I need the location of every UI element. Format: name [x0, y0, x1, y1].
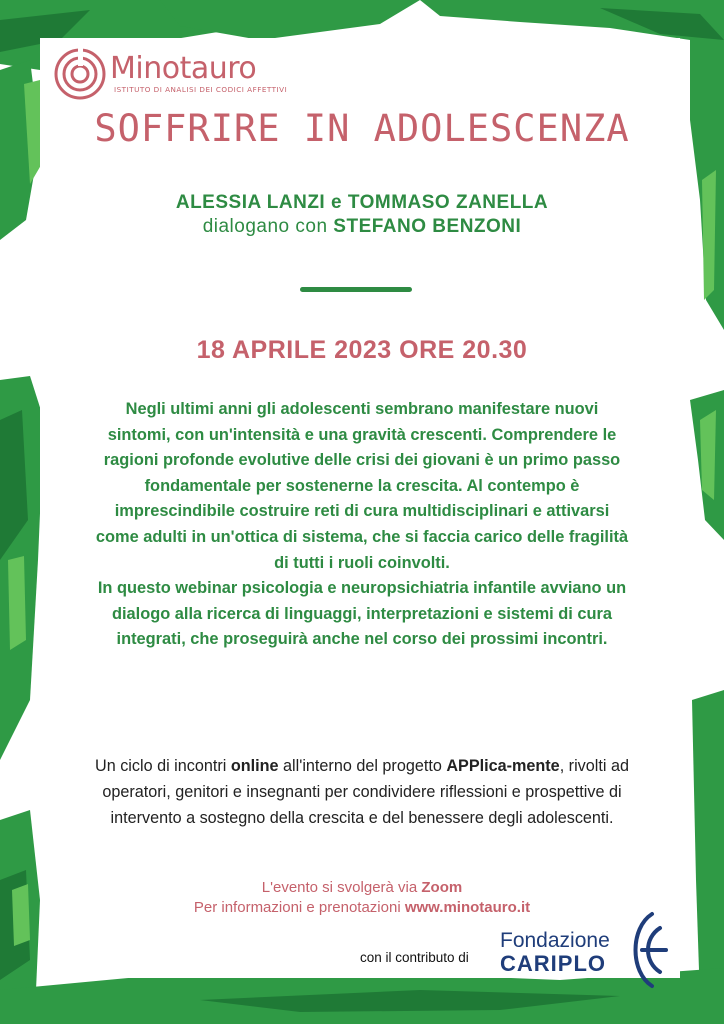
- speakers-block: [0, 191, 724, 239]
- logo-subtitle: ISTITUTO DI ANALISI DEI CODICI AFFETTIVI: [114, 85, 288, 94]
- contact-prefix: Per informazioni e prenotazioni: [193, 899, 401, 916]
- dialog-text: dialogano con: [202, 216, 328, 237]
- event-platform-prefix: L'evento si svolgerà via: [261, 879, 418, 896]
- logo-name: Minotauro: [110, 51, 257, 86]
- contribution-text: con il contributo di: [360, 950, 469, 965]
- intro-part-2: all'interno del progetto: [283, 757, 442, 775]
- speaker-names: ALESSIA LANZI e TOMMASO ZANELLA: [175, 192, 549, 213]
- series-intro: [80, 754, 644, 831]
- intro-project-name: APPlica-mente: [446, 757, 560, 775]
- minotauro-logo-icon: [52, 46, 110, 104]
- website-link[interactable]: www.minotauro.it: [404, 899, 531, 916]
- description-paragraph-2: In questo webinar psicologia e neuropsichiatria infantile avviano un dialogo alla ricerca di linguaggi, interpretazioni e sistemi di cura integrati, che proseguirà anche nel corso dei prossimi incontri.: [97, 579, 627, 649]
- minotauro-logo: [52, 46, 302, 106]
- intro-part-3: , rivolti ad operatori, genitori e insegnanti per condividere riflessioni e prospettive di intervento a sostegno della crescita e del benessere degli adolescenti.: [102, 757, 629, 827]
- moderator-name: STEFANO BENZONI: [333, 216, 522, 237]
- event-date: 18 APRILE 2023 ORE 20.30: [196, 336, 528, 364]
- event-description: [92, 397, 632, 653]
- fondazione-cariplo-logo-icon: [622, 910, 672, 990]
- event-info: [0, 878, 724, 918]
- sponsor-name-bottom: CARIPLO: [500, 951, 606, 976]
- divider-line: [300, 287, 412, 292]
- sponsor-name-top: Fondazione: [500, 929, 610, 952]
- intro-online: online: [230, 757, 279, 775]
- event-title: SOFFRIRE IN ADOLESCENZA: [94, 107, 630, 150]
- event-platform: Zoom: [421, 879, 463, 896]
- description-paragraph-1: Negli ultimi anni gli adolescenti sembrano manifestare nuovi sintomi, con un'intensità e una gravità crescenti. Comprendere le ragioni profonde evolutive delle crisi dei giovani è un primo passo fondamentale per sostenerne la crescita. Al contempo è imprescindibile costruire reti di cura multidisciplinari e attivarsi come adulti in un'ottica di sistema, che si faccia carico delle fragilità di tutti i ruoli coinvolti.: [95, 400, 629, 572]
- intro-part-1: Un ciclo di incontri: [95, 757, 227, 775]
